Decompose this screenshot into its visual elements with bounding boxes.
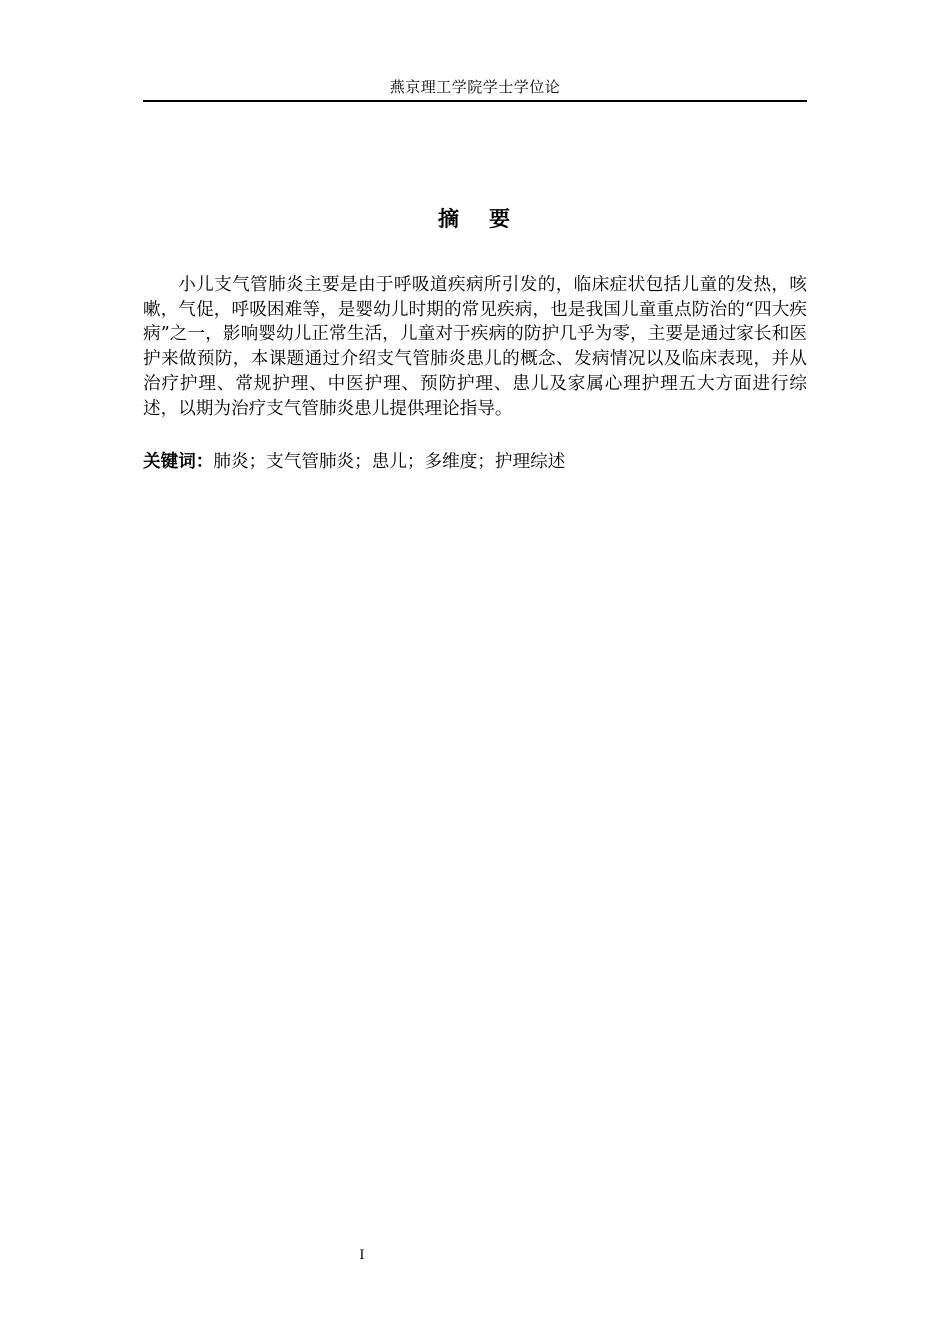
keywords-label: 关键词： — [143, 452, 214, 472]
abstract-title: 摘 要 — [438, 207, 512, 231]
keywords-line — [143, 450, 807, 475]
abstract-body: 小儿支气管肺炎主要是由于呼吸道疾病所引发的，临床症状包括儿童的发热，咳嗽，气促，呼吸困难等，是婴幼儿时期的常见疾病，也是我国儿童重点防治的“四大疾病”之一，影响婴幼儿正常生活，儿童对于疾病的防护几乎为零，主要是通过家长和医护来做预防，本课题通过介绍支气管肺炎患儿的概念、发病情况以及临床表现，并从治疗护理、常规护理、中医护理、预防护理、患儿及家属心理护理五大方面进行综述，以期为治疗支气管肺炎患儿提供理论指导。 — [143, 275, 807, 419]
page-number: I — [359, 1248, 365, 1263]
keywords-text: 肺炎；支气管肺炎；患儿；多维度；护理综述 — [213, 452, 566, 472]
running-header: 燕京理工学院学士学位论 — [389, 78, 561, 96]
header-rule — [143, 100, 807, 102]
